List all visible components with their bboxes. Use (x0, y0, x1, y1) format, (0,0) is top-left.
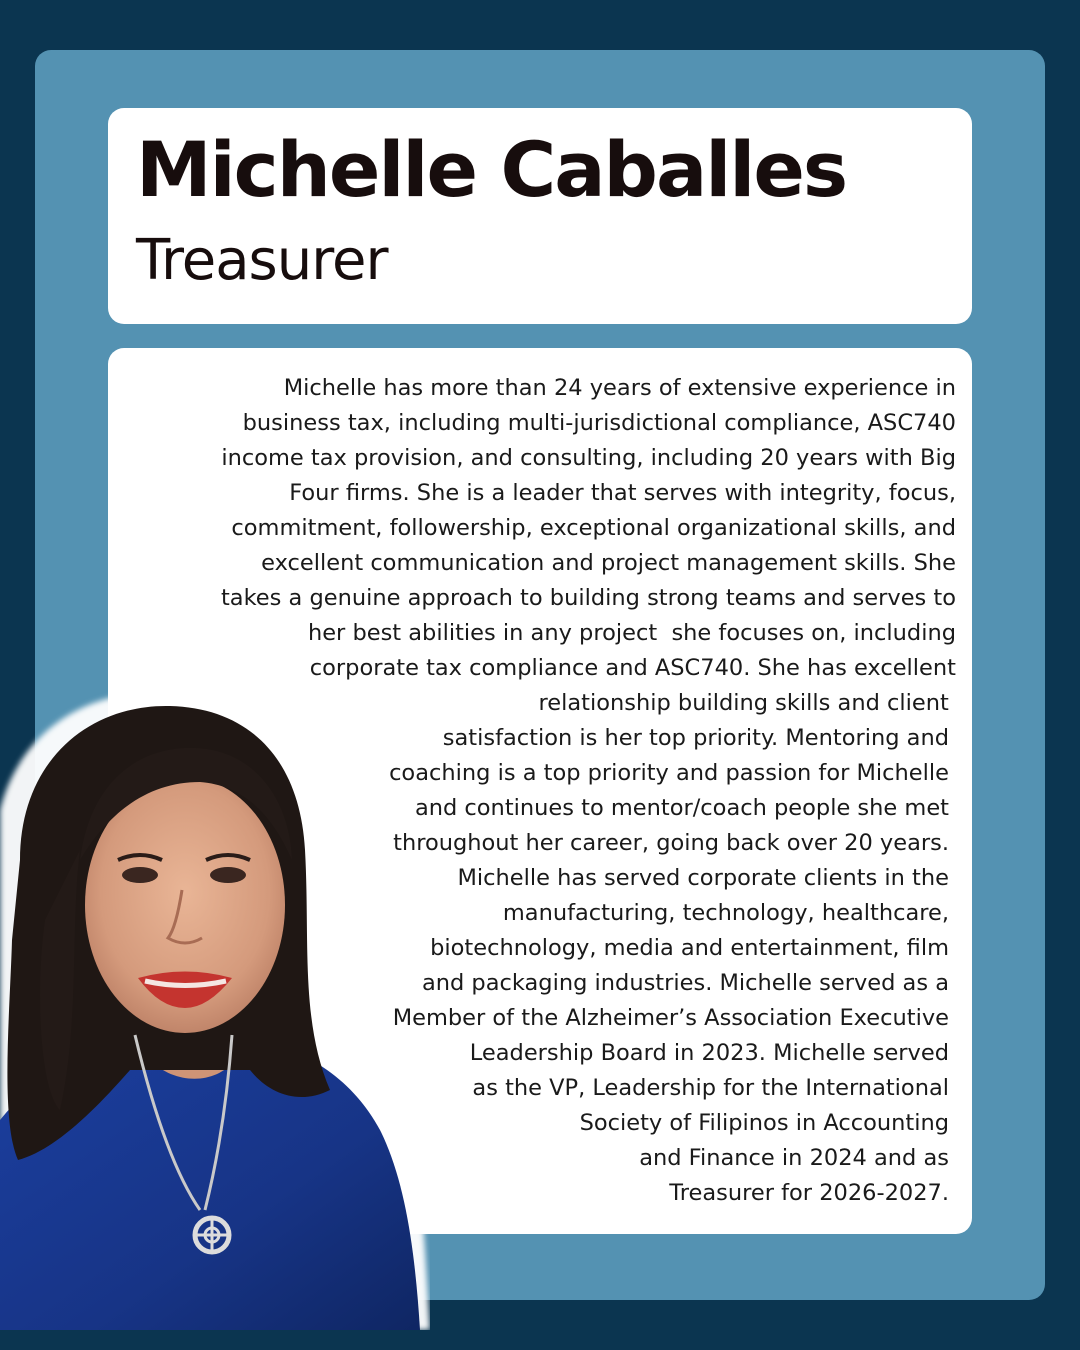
bio-line: income tax provision, and consulting, including 20 years with Big (221, 445, 956, 471)
bio-line: Michelle has served corporate clients in the (457, 865, 949, 891)
bio-line: Member of the Alzheimer’s Association Executive (392, 1005, 949, 1031)
person-name: Michelle Caballes (136, 125, 847, 214)
bio-line: Four firms. She is a leader that serves with integrity, focus, (289, 480, 956, 506)
bio-line: Society of Filipinos in Accounting (579, 1110, 949, 1136)
bio-line: her best abilities in any project she focuses on, including (307, 620, 956, 646)
bio-line: Michelle has more than 24 years of extensive experience in (283, 375, 956, 401)
bio-line: commitment, followership, exceptional organizational skills, and (231, 515, 956, 541)
person-role: Treasurer (136, 228, 388, 293)
bio-line: satisfaction is her top priority. Mentoring and (442, 725, 949, 751)
bio-line: excellent communication and project management skills. She (261, 550, 956, 576)
bio-line: corporate tax compliance and ASC740. She has excellent (309, 655, 956, 681)
bio-line: throughout her career, going back over 20 years. (393, 830, 949, 856)
bio-line: biotechnology, media and entertainment, film (430, 935, 949, 961)
bio-line: as the VP, Leadership for the International (472, 1075, 949, 1101)
bio-line: manufacturing, technology, healthcare, (502, 900, 949, 926)
bio-line: and packaging industries. Michelle served as a (421, 970, 949, 996)
bio-line: takes a genuine approach to building strong teams and serves to (220, 585, 956, 611)
bio-line: coaching is a top priority and passion for Michelle (389, 760, 949, 786)
bio-line: Leadership Board in 2023. Michelle served (469, 1040, 949, 1066)
portrait-photo (0, 690, 430, 1330)
bio-line: and continues to mentor/coach people she met (414, 795, 949, 821)
header-card (108, 108, 972, 324)
bio-line: Treasurer for 2026-2027. (669, 1180, 949, 1206)
bio-line: relationship building skills and client (538, 690, 956, 716)
bio-line: and Finance in 2024 and as (639, 1145, 949, 1171)
bio-line: business tax, including multi-jurisdictional compliance, ASC740 (242, 410, 956, 436)
